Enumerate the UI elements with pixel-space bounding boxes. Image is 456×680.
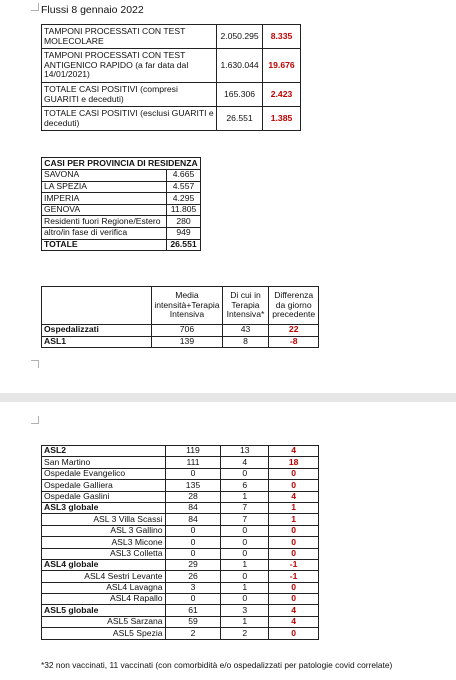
asl-ti: 6 bbox=[221, 480, 269, 491]
asl-diff: 0 bbox=[269, 628, 319, 639]
province-value: 11.805 bbox=[167, 204, 201, 216]
asl-name: ASL 3 Gallino bbox=[42, 525, 166, 536]
asl-row bbox=[42, 582, 319, 593]
asl-diff: 4 bbox=[269, 491, 319, 502]
province-row bbox=[42, 193, 201, 205]
asl-media: 3 bbox=[165, 582, 221, 593]
province-value: 4.665 bbox=[167, 170, 201, 182]
asl-ti: 3 bbox=[221, 605, 269, 616]
tamponi-row bbox=[42, 25, 301, 49]
province-header: CASI PER PROVINCIA DI RESIDENZA bbox=[42, 158, 201, 170]
tamponi-delta: 2.423 bbox=[263, 83, 301, 107]
asl-row bbox=[42, 525, 319, 536]
asl-row bbox=[42, 605, 319, 616]
ospedalizzati-ti: 43 bbox=[222, 325, 269, 337]
tamponi-value: 1.630.044 bbox=[217, 49, 263, 83]
asl-diff: 0 bbox=[269, 537, 319, 548]
province-row bbox=[42, 204, 201, 216]
province-total-value: 26.551 bbox=[167, 239, 201, 251]
tamponi-delta: 19.676 bbox=[263, 49, 301, 83]
asl-diff: 0 bbox=[269, 594, 319, 605]
asl-ti: 0 bbox=[221, 525, 269, 536]
asl-row bbox=[42, 548, 319, 559]
asl-media: 0 bbox=[165, 594, 221, 605]
asl-diff: 0 bbox=[269, 480, 319, 491]
asl-name: ASL 3 Villa Scassi bbox=[42, 514, 166, 525]
asl-row bbox=[42, 491, 319, 502]
asl-ti: 13 bbox=[221, 446, 269, 457]
asl-name: Ospedale Gaslini bbox=[42, 491, 166, 502]
asl-diff: 1 bbox=[269, 502, 319, 513]
ospedalizzati-header-0 bbox=[42, 287, 152, 325]
asl-row bbox=[42, 480, 319, 491]
page-corner-mark bbox=[31, 3, 39, 11]
tamponi-row bbox=[42, 107, 301, 131]
province-total-row bbox=[42, 239, 201, 251]
tamponi-delta: 1.385 bbox=[263, 107, 301, 131]
tamponi-delta: 8.335 bbox=[263, 25, 301, 49]
document-page-2 bbox=[0, 402, 456, 680]
ospedalizzati-diff: -8 bbox=[269, 336, 319, 348]
asl-row bbox=[42, 628, 319, 639]
asl-ti: 7 bbox=[221, 502, 269, 513]
asl-name: Ospedale Evangelico bbox=[42, 468, 166, 479]
province-name: altro/in fase di verifica bbox=[42, 227, 167, 239]
ospedalizzati-header-3: Differenza da giorno precedente bbox=[269, 287, 319, 325]
asl-media: 84 bbox=[165, 514, 221, 525]
asl-media: 29 bbox=[165, 559, 221, 570]
asl-ti: 4 bbox=[221, 457, 269, 468]
asl-name: ASL5 Sarzana bbox=[42, 616, 166, 627]
asl-media: 84 bbox=[165, 502, 221, 513]
ospedalizzati-diff: 22 bbox=[269, 325, 319, 337]
page-corner-mark bbox=[31, 360, 39, 368]
ospedalizzati-ti: 8 bbox=[222, 336, 269, 348]
province-name: GENOVA bbox=[42, 204, 167, 216]
asl-ti: 1 bbox=[221, 559, 269, 570]
page-corner-mark bbox=[31, 416, 39, 424]
asl-diff: 0 bbox=[269, 548, 319, 559]
asl-ti: 2 bbox=[221, 628, 269, 639]
document-title: Flussi 8 gennaio 2022 bbox=[41, 4, 144, 16]
asl-diff: -1 bbox=[269, 571, 319, 582]
asl-media: 119 bbox=[165, 446, 221, 457]
asl-diff: 4 bbox=[269, 605, 319, 616]
asl-ti: 0 bbox=[221, 468, 269, 479]
asl-name: San Martino bbox=[42, 457, 166, 468]
province-name: LA SPEZIA bbox=[42, 181, 167, 193]
tamponi-label: TAMPONI PROCESSATI CON TEST ANTIGENICO RAPIDO (a far data dal 14/01/2021) bbox=[42, 49, 217, 83]
asl-ti: 1 bbox=[221, 616, 269, 627]
asl-diff: 18 bbox=[269, 457, 319, 468]
ospedalizzati-name: Ospedalizzati bbox=[42, 325, 152, 337]
asl-ti: 0 bbox=[221, 571, 269, 582]
asl-name: ASL4 globale bbox=[42, 559, 166, 570]
asl-media: 0 bbox=[165, 468, 221, 479]
asl-media: 61 bbox=[165, 605, 221, 616]
asl-row bbox=[42, 571, 319, 582]
province-table bbox=[41, 157, 201, 251]
asl-diff: 1 bbox=[269, 514, 319, 525]
asl-ti: 0 bbox=[221, 594, 269, 605]
ospedalizzati-header-1: Media intensità+Terapia Intensiva bbox=[152, 287, 222, 325]
asl-name: ASL4 Lavagna bbox=[42, 582, 166, 593]
asl-media: 28 bbox=[165, 491, 221, 502]
ospedalizzati-name: ASL1 bbox=[42, 336, 152, 348]
ospedalizzati-table bbox=[41, 286, 319, 348]
asl-diff: 4 bbox=[269, 446, 319, 457]
asl-row bbox=[42, 514, 319, 525]
asl-diff: -1 bbox=[269, 559, 319, 570]
asl-row bbox=[42, 594, 319, 605]
asl-row bbox=[42, 468, 319, 479]
asl-name: ASL3 Micone bbox=[42, 537, 166, 548]
tamponi-row bbox=[42, 49, 301, 83]
asl-media: 0 bbox=[165, 537, 221, 548]
tamponi-label: TOTALE CASI POSITIVI (compresi GUARITI e deceduti) bbox=[42, 83, 217, 107]
tamponi-table bbox=[41, 24, 301, 131]
asl-ti: 1 bbox=[221, 491, 269, 502]
tamponi-value: 2.050.295 bbox=[217, 25, 263, 49]
asl-media: 2 bbox=[165, 628, 221, 639]
tamponi-row bbox=[42, 83, 301, 107]
asl-media: 0 bbox=[165, 525, 221, 536]
asl-media: 135 bbox=[165, 480, 221, 491]
asl-name: ASL4 Sestri Levante bbox=[42, 571, 166, 582]
province-name: IMPERIA bbox=[42, 193, 167, 205]
page-separator bbox=[0, 393, 456, 402]
ospedalizzati-media: 139 bbox=[152, 336, 222, 348]
ospedalizzati-row bbox=[42, 336, 319, 348]
province-value: 4.557 bbox=[167, 181, 201, 193]
asl-name: ASL5 Spezia bbox=[42, 628, 166, 639]
asl-name: ASL5 globale bbox=[42, 605, 166, 616]
asl-row bbox=[42, 502, 319, 513]
tamponi-label: TOTALE CASI POSITIVI (esclusi GUARITI e deceduti) bbox=[42, 107, 217, 131]
tamponi-label: TAMPONI PROCESSATI CON TEST MOLECOLARE bbox=[42, 25, 217, 49]
ospedalizzati-media: 706 bbox=[152, 325, 222, 337]
asl-diff: 0 bbox=[269, 525, 319, 536]
asl-name: Ospedale Galliera bbox=[42, 480, 166, 491]
asl-row bbox=[42, 616, 319, 627]
asl-row bbox=[42, 457, 319, 468]
asl-row bbox=[42, 537, 319, 548]
tamponi-value: 26.551 bbox=[217, 107, 263, 131]
asl-row bbox=[42, 559, 319, 570]
asl-ti: 1 bbox=[221, 582, 269, 593]
asl-row bbox=[42, 446, 319, 457]
asl-media: 59 bbox=[165, 616, 221, 627]
province-total-label: TOTALE bbox=[42, 239, 167, 251]
asl-table bbox=[41, 445, 319, 640]
asl-ti: 0 bbox=[221, 548, 269, 559]
ospedalizzati-row bbox=[42, 325, 319, 337]
asl-name: ASL4 Rapallo bbox=[42, 594, 166, 605]
asl-ti: 7 bbox=[221, 514, 269, 525]
province-name: SAVONA bbox=[42, 170, 167, 182]
asl-name: ASL3 Colletta bbox=[42, 548, 166, 559]
ospedalizzati-header-2: Di cui in Terapia Intensiva* bbox=[222, 287, 269, 325]
province-row bbox=[42, 170, 201, 182]
province-value: 280 bbox=[167, 216, 201, 228]
footnote: *32 non vaccinati, 11 vaccinati (con comorbidità e/o ospedalizzati per patologie covid correlate) bbox=[41, 660, 393, 670]
asl-diff: 4 bbox=[269, 616, 319, 627]
province-value: 949 bbox=[167, 227, 201, 239]
asl-name: ASL2 bbox=[42, 446, 166, 457]
asl-media: 111 bbox=[165, 457, 221, 468]
province-value: 4.295 bbox=[167, 193, 201, 205]
tamponi-value: 165.306 bbox=[217, 83, 263, 107]
asl-name: ASL3 globale bbox=[42, 502, 166, 513]
province-row bbox=[42, 181, 201, 193]
province-name: Residenti fuori Regione/Estero bbox=[42, 216, 167, 228]
asl-media: 0 bbox=[165, 548, 221, 559]
asl-media: 26 bbox=[165, 571, 221, 582]
province-row bbox=[42, 227, 201, 239]
asl-ti: 0 bbox=[221, 537, 269, 548]
asl-diff: 0 bbox=[269, 468, 319, 479]
asl-diff: 0 bbox=[269, 582, 319, 593]
province-row bbox=[42, 216, 201, 228]
